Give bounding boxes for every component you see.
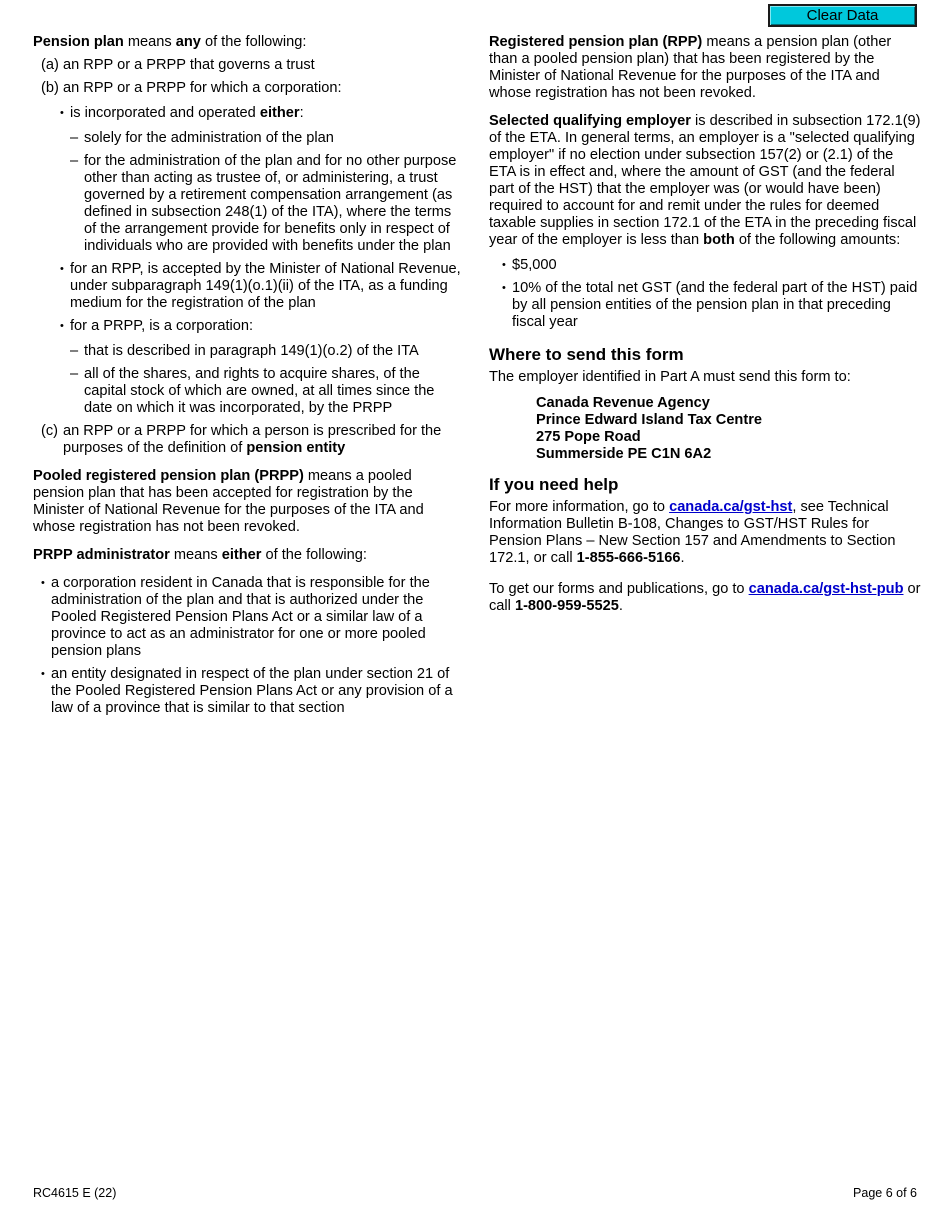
- list-item-b-bullet-1: • is incorporated and operated either:: [60, 105, 304, 121]
- mailing-address: [489, 395, 921, 463]
- sqe-bullet-2: • 10% of the total net GST (and the federal part of the HST) paid by all pension entities of the pension plan in that preceding fiscal year: [502, 280, 918, 330]
- clear-data-button[interactable]: Clear Data: [768, 4, 917, 27]
- list-marker: (a): [41, 57, 59, 73]
- list-item-a: (a) an RPP or a PRPP that governs a trust: [41, 57, 315, 73]
- dash-icon: –: [70, 130, 79, 146]
- prpp-administrator-definition: PRPP administrator means either of the following:: [33, 547, 367, 563]
- bullet-icon: •: [502, 259, 506, 271]
- gst-hst-pub-link[interactable]: canada.ca/gst-hst-pub: [748, 581, 904, 597]
- address-line: Summerside PE C1N 6A2: [536, 446, 712, 462]
- forms-text: To get our forms and publications, go to canada.ca/gst-hst-pub or call 1-800-959-5525.: [489, 581, 921, 614]
- sqe-bullet-1: • $5,000: [502, 257, 557, 273]
- pension-plan-definition: Pension plan means any of the following:: [33, 34, 307, 50]
- pension-plan-term: Pension plan: [33, 34, 124, 50]
- where-to-send-heading: Where to send this form: [489, 345, 684, 364]
- list-marker: (b): [41, 80, 59, 96]
- bullet-icon: •: [60, 107, 64, 119]
- address-line: Canada Revenue Agency: [536, 395, 710, 411]
- address-line: 275 Pope Road: [536, 429, 641, 445]
- dash-icon: –: [70, 366, 79, 382]
- forms-phone: 1-800-959-5525: [514, 598, 619, 614]
- list-item-b: (b) an RPP or a PRPP for which a corporation:: [41, 80, 342, 96]
- rpp-term: Registered pension plan (RPP): [489, 34, 703, 50]
- bullet-icon: •: [502, 282, 506, 294]
- list-item-b-bullet-3: • for a PRPP, is a corporation:: [60, 318, 254, 334]
- help-heading: If you need help: [489, 475, 619, 494]
- list-item-b-dash-4: – all of the shares, and rights to acquire shares, of the capital stock of which are owned, at all times since the date on which it was incorporated, by the PRPP: [70, 366, 435, 416]
- help-phone: 1-855-666-5166: [576, 550, 681, 566]
- left-column: [33, 34, 465, 723]
- dash-icon: –: [70, 153, 79, 169]
- prpp-term: Pooled registered pension plan (PRPP): [33, 468, 304, 484]
- prpp-definition: Pooled registered pension plan (PRPP) means a pooled pension plan that has been accepted for registration by the Minister of National Revenue for the purposes of the ITA and whose registration has not been revoked.: [33, 468, 424, 535]
- list-item-b-dash-1: – solely for the administration of the plan: [70, 130, 334, 146]
- right-column: [489, 34, 921, 626]
- bullet-icon: •: [41, 668, 45, 680]
- gst-hst-link[interactable]: canada.ca/gst-hst: [669, 499, 793, 515]
- help-text: For more information, go to canada.ca/gst-hst, see Technical Information Bulletin B-108, Changes to GST/HST Rules for Pension Plans – New Section 157 and Amendments to Section 172.1, or call 1-855-666-5166.: [489, 499, 896, 566]
- bullet-icon: •: [41, 577, 45, 589]
- list-item-c: (c) an RPP or a PRPP for which a person is prescribed for the purposes of the definition of pension entity: [41, 423, 442, 456]
- list-item-b-dash-3: – that is described in paragraph 149(1)(o.2) of the ITA: [70, 343, 419, 359]
- page-number: Page 6 of 6: [853, 1186, 917, 1200]
- prpp-admin-bullet-2: • an entity designated in respect of the plan under section 21 of the Pooled Registered Pension Plans Act or any provision of a law of a province that is similar to that section: [41, 666, 453, 716]
- dash-icon: –: [70, 343, 79, 359]
- rpp-definition: Registered pension plan (RPP) means a pension plan (other than a pooled pension plan) that has been registered by the Minister of National Revenue for the purposes of the ITA and whose registration has not been revoked.: [489, 34, 892, 101]
- selected-qualifying-employer-definition: Selected qualifying employer is described in subsection 172.1(9) of the ETA. In general terms, an employer is a "selected qualifying employer" if no election under subsection 157(2) or (2.1) of the ETA is in effect and, where the amount of GST (and the federal part of the HST) that the employer was (or would have been) required to account for and remit under the rules for deemed taxable supplies in section 172.1 of the ETA in the preceding fiscal year of the employer is less than both of the following amounts:: [489, 113, 921, 248]
- list-marker: (c): [41, 423, 59, 439]
- where-to-send-text: The employer identified in Part A must send this form to:: [489, 369, 851, 385]
- bullet-icon: •: [60, 263, 64, 275]
- form-identifier: RC4615 E (22): [33, 1186, 117, 1200]
- prpp-administrator-term: PRPP administrator: [33, 547, 170, 563]
- prpp-admin-bullet-1: • a corporation resident in Canada that is responsible for the administration of the plan and that is authorized under the Pooled Registered Pension Plans Act or a similar law of a province to act as an administrator for one or more pooled pension plans: [41, 575, 430, 659]
- bullet-icon: •: [60, 320, 64, 332]
- list-item-b-bullet-2: • for an RPP, is accepted by the Minister of National Revenue, under subparagraph 149(1)(o.1)(ii) of the ITA, as a funding medium for the registration of the plan: [60, 261, 461, 311]
- selected-qualifying-employer-term: Selected qualifying employer: [489, 113, 691, 129]
- list-item-b-dash-2: – for the administration of the plan and for no other purpose other than acting as trustee of, or administering, a trust governed by a retirement compensation arrangement (as defined in subsection 248(1) of the ITA), where the terms of the arrangement provide for benefits only in respect of individuals who are provided with benefits under the plan: [70, 153, 457, 254]
- address-line: Prince Edward Island Tax Centre: [536, 412, 763, 428]
